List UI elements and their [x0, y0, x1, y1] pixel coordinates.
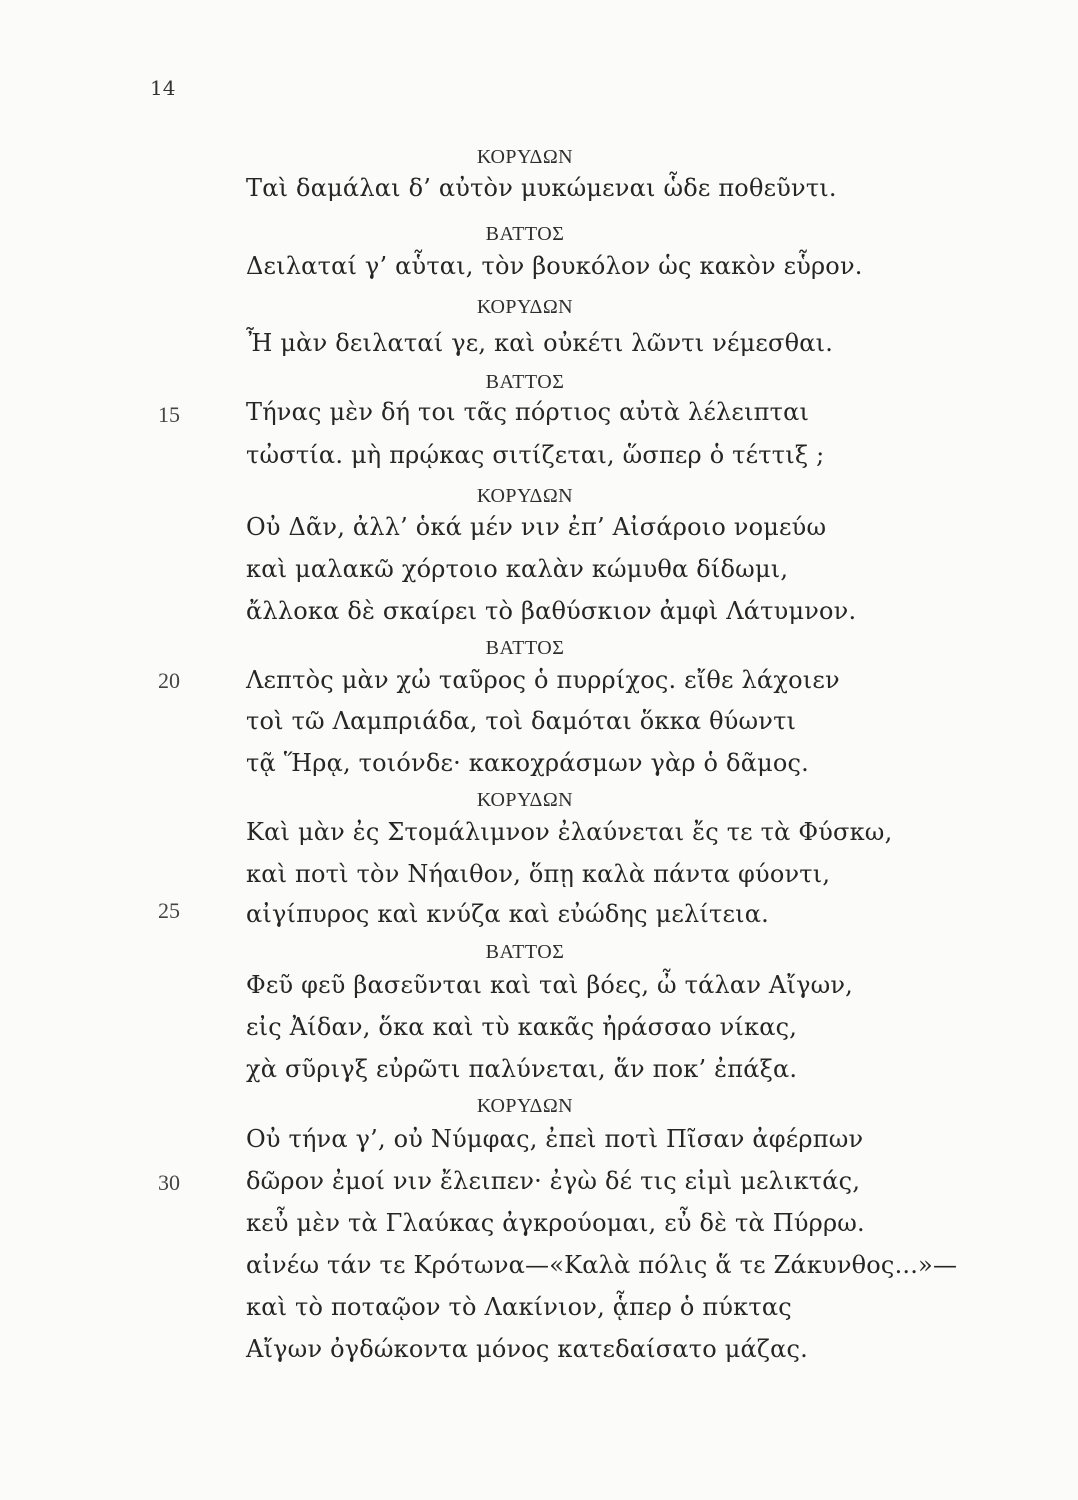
- verse-line: Λεπτὸς μὰν χὠ ταῦρος ὁ πυρρίχος. εἴθε λάχοιεν: [246, 666, 840, 694]
- verse-line: κεὖ μὲν τὰ Γλαύκας ἀγκρούομαι, εὖ δὲ τὰ Πύρρω.: [246, 1209, 865, 1237]
- line-number: 15: [158, 402, 180, 427]
- verse-line: Ταὶ δαμάλαι δ’ αὐτὸν μυκώμεναι ὧδε ποθεῦντι.: [246, 174, 837, 202]
- verse-line: καὶ μαλακῶ χόρτοιο καλὰν κώμυθα δίδωμι,: [246, 555, 789, 583]
- verse-line: καὶ τὸ ποταῷον τὸ Λακίνιον, ᾇπερ ὁ πύκτας: [246, 1293, 792, 1321]
- verse-line: Καὶ μὰν ἐς Στομάλιμνον ἐλαύνεται ἔς τε τὰ Φύσκω,: [246, 818, 893, 846]
- verse-line: τᾷ Ἥρᾳ, τοιόνδε· κακοχράσμων γὰρ ὁ δᾶμος.: [246, 749, 810, 777]
- speaker-heading: ΒΑΤΤΟΣ: [485, 223, 565, 245]
- verse-line: Αἴγων ὀγδώκοντα μόνος κατεδαίσατο μάζας.: [246, 1335, 809, 1363]
- verse-line: Φεῦ φεῦ βασεῦνται καὶ ταὶ βόες, ὦ τάλαν Αἴγων,: [246, 971, 854, 999]
- speaker-heading: ΒΑΤΤΟΣ: [485, 371, 565, 393]
- speaker-heading: ΒΑΤΤΟΣ: [485, 941, 565, 963]
- speaker-heading: ΒΑΤΤΟΣ: [485, 637, 565, 659]
- line-number: 30: [158, 1170, 180, 1195]
- verse-line: τὠστία. μὴ πρῴκας σιτίζεται, ὥσπερ ὁ τέττιξ ;: [246, 441, 825, 469]
- verse-line: Οὐ Δᾶν, ἀλλ’ ὁκά μέν νιν ἐπ’ Αἰσάροιο νομεύω: [246, 513, 827, 541]
- verse-line: χὰ σῦριγξ εὐρῶτι παλύνεται, ἅν ποκ’ ἐπάξα.: [246, 1055, 798, 1083]
- page-number: 14: [150, 76, 176, 100]
- verse-line: Οὐ τήνα γ’, οὐ Νύμφας, ἐπεὶ ποτὶ Πῖσαν ἀφέρπων: [246, 1125, 864, 1153]
- verse-line: Ἦ μὰν δειλαταί γε, καὶ οὐκέτι λῶντι νέμεσθαι.: [246, 329, 834, 357]
- verse-line: αἰνέω τάν τε Κρότωνα—«Καλὰ πόλις ἅ τε Ζάκυνθος...»—: [246, 1251, 958, 1279]
- verse-line: Δειλαταί γ’ αὗται, τὸν βουκόλον ὡς κακὸν εὗρον.: [246, 252, 863, 280]
- verse-line: ἄλλοκα δὲ σκαίρει τὸ βαθύσκιον ἀμφὶ Λάτυμνον.: [246, 597, 857, 625]
- speaker-heading: ΚΟΡΥΔΩΝ: [476, 296, 574, 318]
- speaker-heading: ΚΟΡΥΔΩΝ: [476, 1095, 574, 1117]
- line-number: 20: [158, 668, 180, 693]
- verse-line: δῶρον ἐμοί νιν ἔλειπεν· ἐγὼ δέ τις εἰμὶ μελικτάς,: [246, 1167, 861, 1195]
- line-number: 25: [158, 898, 180, 923]
- speaker-heading: ΚΟΡΥΔΩΝ: [476, 485, 574, 507]
- verse-line: Τήνας μὲν δή τοι τᾶς πόρτιος αὐτὰ λέλειπται: [246, 398, 810, 426]
- verse-line: τοὶ τῶ Λαμπριάδα, τοὶ δαμόται ὅκκα θύωντι: [246, 707, 797, 735]
- speaker-heading: ΚΟΡΥΔΩΝ: [476, 789, 574, 811]
- speaker-heading: ΚΟΡΥΔΩΝ: [476, 146, 574, 168]
- verse-line: εἰς Ἀίδαν, ὅκα καὶ τὺ κακᾶς ἠράσσαο νίκας,: [246, 1013, 798, 1041]
- verse-line: καὶ ποτὶ τὸν Νήαιθον, ὅπῃ καλὰ πάντα φύοντι,: [246, 860, 831, 888]
- verse-line: αἰγίπυρος καὶ κνύζα καὶ εὐώδης μελίτεια.: [246, 900, 769, 928]
